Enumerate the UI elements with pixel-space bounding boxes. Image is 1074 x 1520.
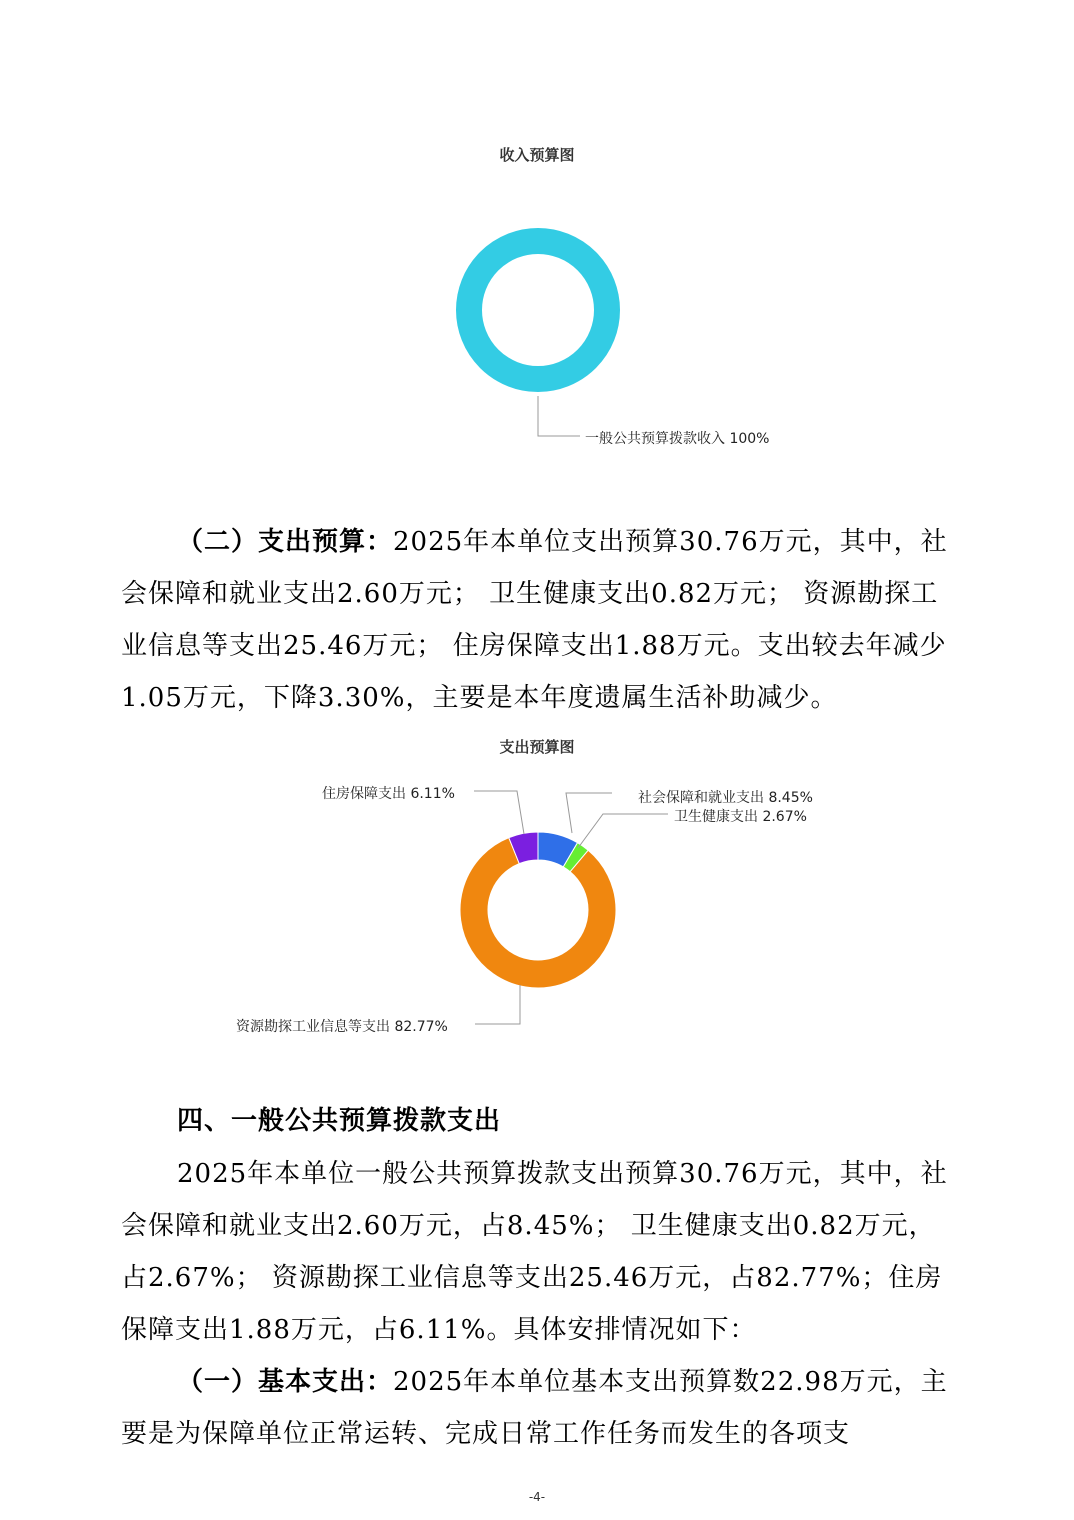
expense-chart-title: 支出预算图 bbox=[499, 738, 575, 756]
social-slice-label: 社会保障和就业支出 8.45% bbox=[638, 790, 813, 806]
resource-leader-line bbox=[475, 985, 520, 1024]
expense-donut-chart bbox=[0, 760, 1074, 1060]
health-slice-label: 卫生健康支出 2.67% bbox=[674, 809, 807, 825]
page-number: -4- bbox=[528, 1490, 546, 1504]
social-leader-line bbox=[566, 793, 612, 833]
expense-budget-lead: （二）支出预算： bbox=[177, 527, 394, 557]
income-donut-chart bbox=[420, 210, 820, 460]
expense-slices bbox=[460, 832, 616, 988]
income-slice bbox=[469, 241, 607, 379]
basic-expense-text: 2025年本单位基本支出预算数22.98万元，主要是为保障单位正常运转、完成日常工作任务而发生的各项支 bbox=[121, 1367, 948, 1449]
expense-budget-paragraph bbox=[121, 516, 961, 724]
basic-expense-lead: （一）基本支出： bbox=[177, 1367, 394, 1397]
health-leader-line bbox=[578, 814, 668, 848]
income-chart-title: 收入预算图 bbox=[499, 146, 575, 164]
appropriation-text: 2025年本单位一般公共预算拨款支出预算30.76万元，其中，社会保障和就业支出2.60万元，占8.45%； 卫生健康支出0.82万元，占2.67%； 资源勘探工业信息等支出25.46万元，占82.77%；住房保障支出1.88万元，占6.11%。具体安排情况如下： bbox=[121, 1159, 948, 1345]
income-slice-label: 一般公共预算拨款收入 100% bbox=[585, 431, 770, 447]
housing-leader-line bbox=[474, 791, 524, 834]
income-leader-line bbox=[538, 396, 580, 436]
expense-budget-text: 2025年本单位支出预算30.76万元，其中，社会保障和就业支出2.60万元； 卫生健康支出0.82万元； 资源勘探工业信息等支出25.46万元； 住房保障支出1.88万元。支出较去年减少1.05万元，下降3.30%，主要是本年度遗属生活补助减少。 bbox=[121, 527, 948, 713]
section-heading: 四、一般公共预算拨款支出 bbox=[177, 1106, 502, 1136]
resource-slice-label: 资源勘探工业信息等支出 82.77% bbox=[236, 1019, 448, 1035]
housing-slice-label: 住房保障支出 6.11% bbox=[322, 786, 455, 802]
appropriation-paragraph bbox=[121, 1148, 961, 1460]
